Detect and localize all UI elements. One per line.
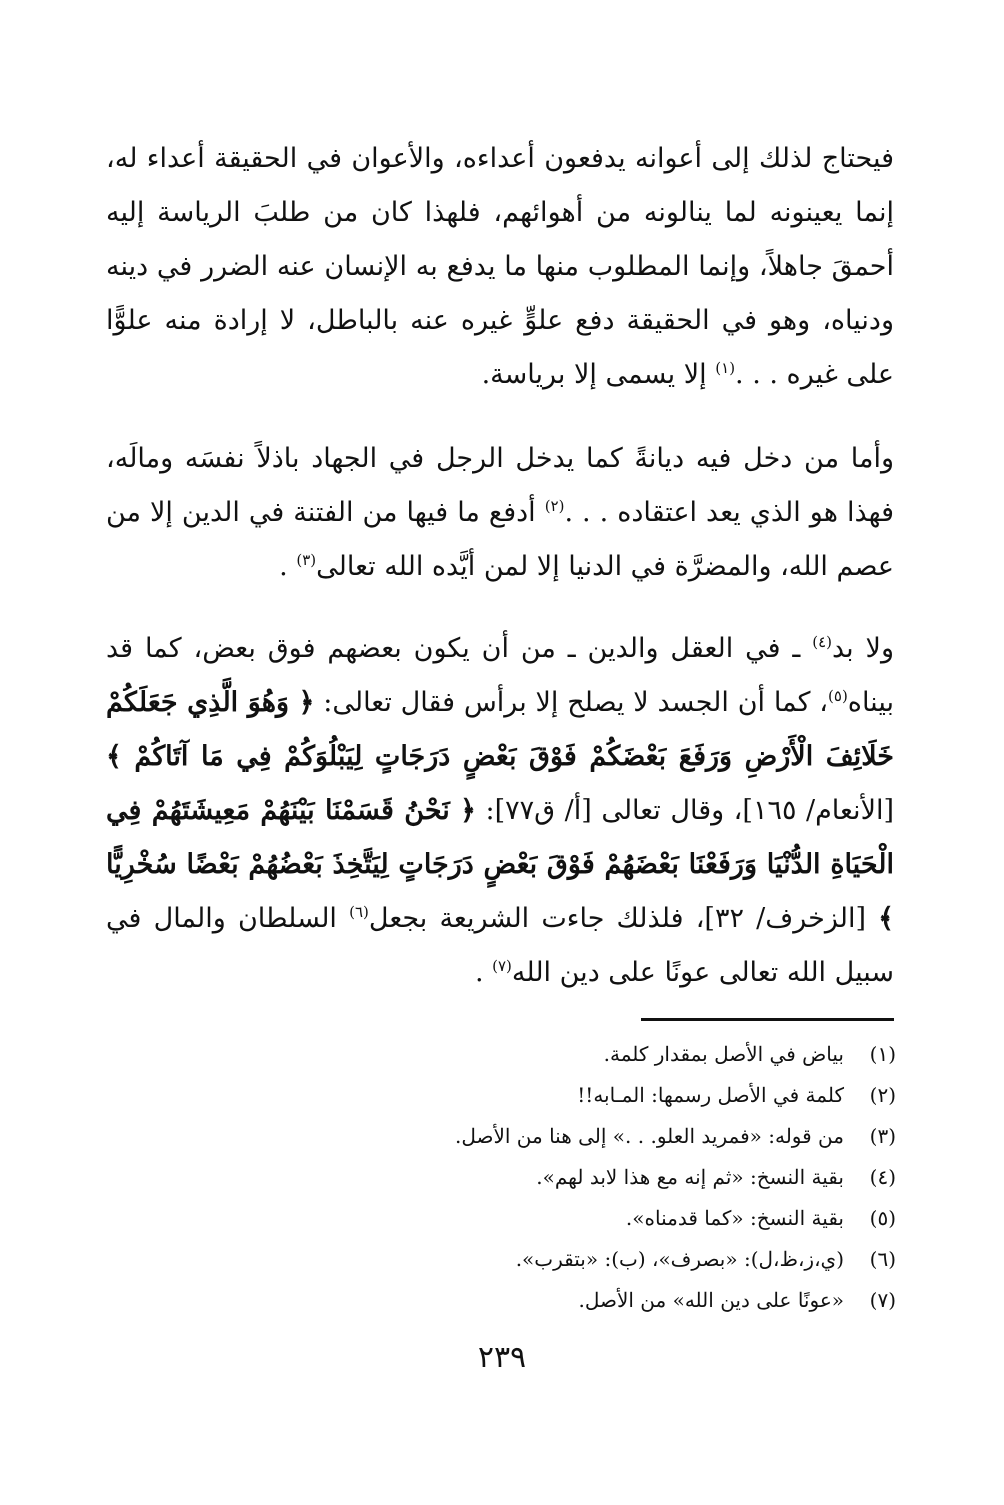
footnote-number: (٢)	[869, 1083, 896, 1107]
footnote-item	[106, 1034, 896, 1075]
footnote-number: (٣)	[869, 1124, 896, 1148]
paragraph-3-text-b: ـ في العقل والدين ـ من أن يكون بعضهم فوق بعض، كما قد بيناه	[106, 633, 894, 718]
footnote-item	[106, 1075, 896, 1116]
footnote-ref-2: (٢)	[544, 497, 565, 515]
footnote-ref-5: (٥)	[828, 687, 848, 705]
paragraph-2	[106, 432, 894, 594]
footnote-number: (٥)	[869, 1206, 896, 1230]
footnote-separator	[641, 1018, 894, 1021]
footnote-item	[106, 1116, 896, 1157]
footnote-item	[106, 1280, 896, 1321]
footnote-text: «عونًا على دين الله» من الأصل.	[578, 1288, 844, 1312]
paragraph-3-text-d: السلطان والمال في سبيل الله تعالى عونًا على دين الله	[106, 903, 894, 988]
quran-verse-2: ﴿ نَحْنُ قَسَمْنَا بَيْنَهُمْ مَعِيشَتَهُمْ فِي الْحَيَاةِ الدُّنْيَا وَرَفَعْنَا بَعْضَهُمْ فَوْقَ بَعْضٍ دَرَجَاتٍ لِيَتَّخِذَ بَعْضُهُمْ بَعْضًا سُخْرِيًّا ﴾	[106, 795, 894, 934]
footnote-number: (١)	[869, 1042, 896, 1066]
quran-verse-1: ﴿ وَهُوَ الَّذِي جَعَلَكُمْ خَلَائِفَ الْأَرْضِ وَرَفَعَ بَعْضَكُمْ فَوْقَ بَعْضٍ دَرَجَاتٍ لِيَبْلُوَكُمْ فِي مَا آتَاكُمْ ﴾	[106, 687, 894, 772]
paragraph-1-text: فيحتاج لذلك إلى أعوانه يدفعون أعداءه، والأعوان في الحقيقة أعداء له، إنما يعينونه لما ينالونه من أهوائهم، فلهذا كان من طلبَ الرياسة إليه أحمقَ جاهلاً، وإنما المطلوب منها ما يدفع به الإنسان عنه الضرر في دينه ودنياه، وهو في الحقيقة دفع علوٍّ غيره عنه بالباطل، لا إرادة منه علوًّا على غيره . . .	[106, 143, 894, 390]
paragraph-1	[106, 132, 894, 402]
footnote-item	[106, 1198, 896, 1239]
footnote-ref-3: (٣)	[296, 551, 317, 569]
footnotes-list	[106, 1034, 896, 1321]
paragraph-3-text-a: ولا بد	[832, 633, 894, 664]
footnote-item	[106, 1239, 896, 1280]
paragraph-2-end: .	[279, 551, 297, 582]
footnote-text: من قوله: «فمريد العلو. . .» إلى هنا من الأصل.	[454, 1124, 844, 1148]
footnote-number: (٤)	[869, 1165, 896, 1189]
footnote-number: (٧)	[869, 1288, 896, 1312]
page-number: ٢٣٩	[477, 1340, 527, 1375]
paragraph-3-end: .	[474, 957, 493, 988]
footnote-text: بقية النسخ: «كما قدمناه».	[625, 1206, 844, 1230]
paragraph-3-text-c: ، كما أن الجسد لا يصلح إلا برأس فقال تعالى:	[314, 687, 829, 718]
footnote-text: (ي،ز،ظ،ل): «بصرف»، (ب): «بتقرب».	[515, 1247, 844, 1271]
citation-2: [الزخرف/ ٣٢]، فلذلك جاءت الشريعة بجعل	[368, 903, 879, 934]
paragraph-1-end: إلا يسمى إلا برياسة.	[481, 359, 716, 390]
footnote-number: (٦)	[869, 1247, 896, 1271]
citation-1: [الأنعام/ ١٦٥]، وقال تعالى [أ/ ق٧٧]:	[475, 795, 895, 826]
paragraph-2-text-a: وأما من دخل فيه ديانةً كما يدخل الرجل في الجهاد باذلاً نفسَه ومالَه، فهذا هو الذي يعد اعتقاده . . .	[106, 443, 894, 528]
footnote-item	[106, 1157, 896, 1198]
footnote-ref-4: (٤)	[812, 633, 832, 651]
paragraph-3	[106, 622, 894, 1000]
paragraph-2-text-b: أدفع ما فيها من الفتنة في الدين إلا من عصم الله، والمضرَّة في الدنيا إلا لمن أيَّده الله تعالى	[106, 497, 894, 582]
footnote-text: بقية النسخ: «ثم إنه مع هذا لابد لهم».	[536, 1165, 844, 1189]
footnote-ref-1: (١)	[715, 359, 736, 377]
footnote-ref-6: (٦)	[349, 903, 369, 921]
footnote-text: كلمة في الأصل رسمها: المـابه!!	[577, 1083, 844, 1107]
footnote-ref-7: (٧)	[492, 957, 512, 975]
footnote-text: بياض في الأصل بمقدار كلمة.	[603, 1042, 844, 1066]
